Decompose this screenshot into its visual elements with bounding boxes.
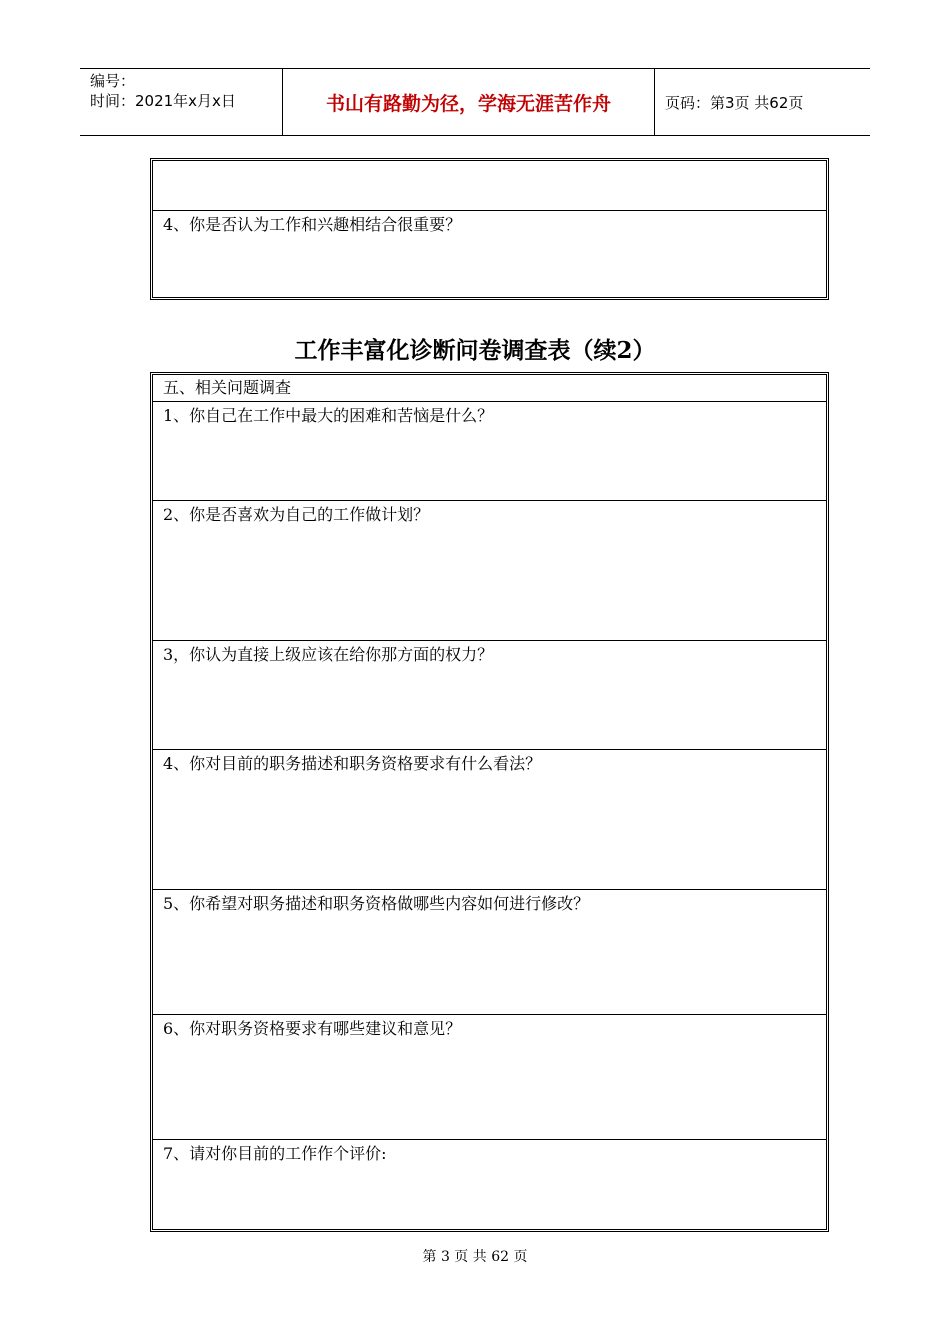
page-header	[80, 68, 870, 136]
header-meta	[80, 69, 282, 135]
time-label: 时间：2021年x月x日	[90, 92, 236, 110]
page-title: 工作丰富化诊断问卷调查表（续2）	[294, 337, 656, 364]
header-page-info: 页码：第3页 共62页	[665, 93, 804, 112]
question-row: 1、你自己在工作中最大的困难和苦恼是什么？	[153, 402, 826, 501]
question-row: 3，你认为直接上级应该在给你那方面的权力？	[153, 641, 826, 750]
section-heading: 五、相关问题调查	[153, 375, 826, 402]
question-row: 4、你对目前的职务描述和职务资格要求有什么看法？	[153, 750, 826, 890]
question-row: 6、你对职务资格要求有哪些建议和意见？	[153, 1015, 826, 1140]
code-label: 编号：	[90, 72, 136, 90]
questionnaire-table	[150, 372, 829, 1232]
top-table	[150, 158, 829, 300]
page-footer: 第 3 页 共 62 页	[422, 1249, 528, 1265]
table-row: 4、你是否认为工作和兴趣相结合很重要？	[163, 215, 462, 234]
table-row	[153, 161, 826, 211]
question-row: 7、请对你目前的工作作个评价:	[163, 1144, 387, 1163]
header-motto: 书山有路勤为径，学海无涯苦作舟	[282, 69, 655, 135]
question-row: 5、你希望对职务描述和职务资格做哪些内容如何进行修改？	[153, 890, 826, 1015]
question-row: 2、你是否喜欢为自己的工作做计划？	[153, 501, 826, 641]
